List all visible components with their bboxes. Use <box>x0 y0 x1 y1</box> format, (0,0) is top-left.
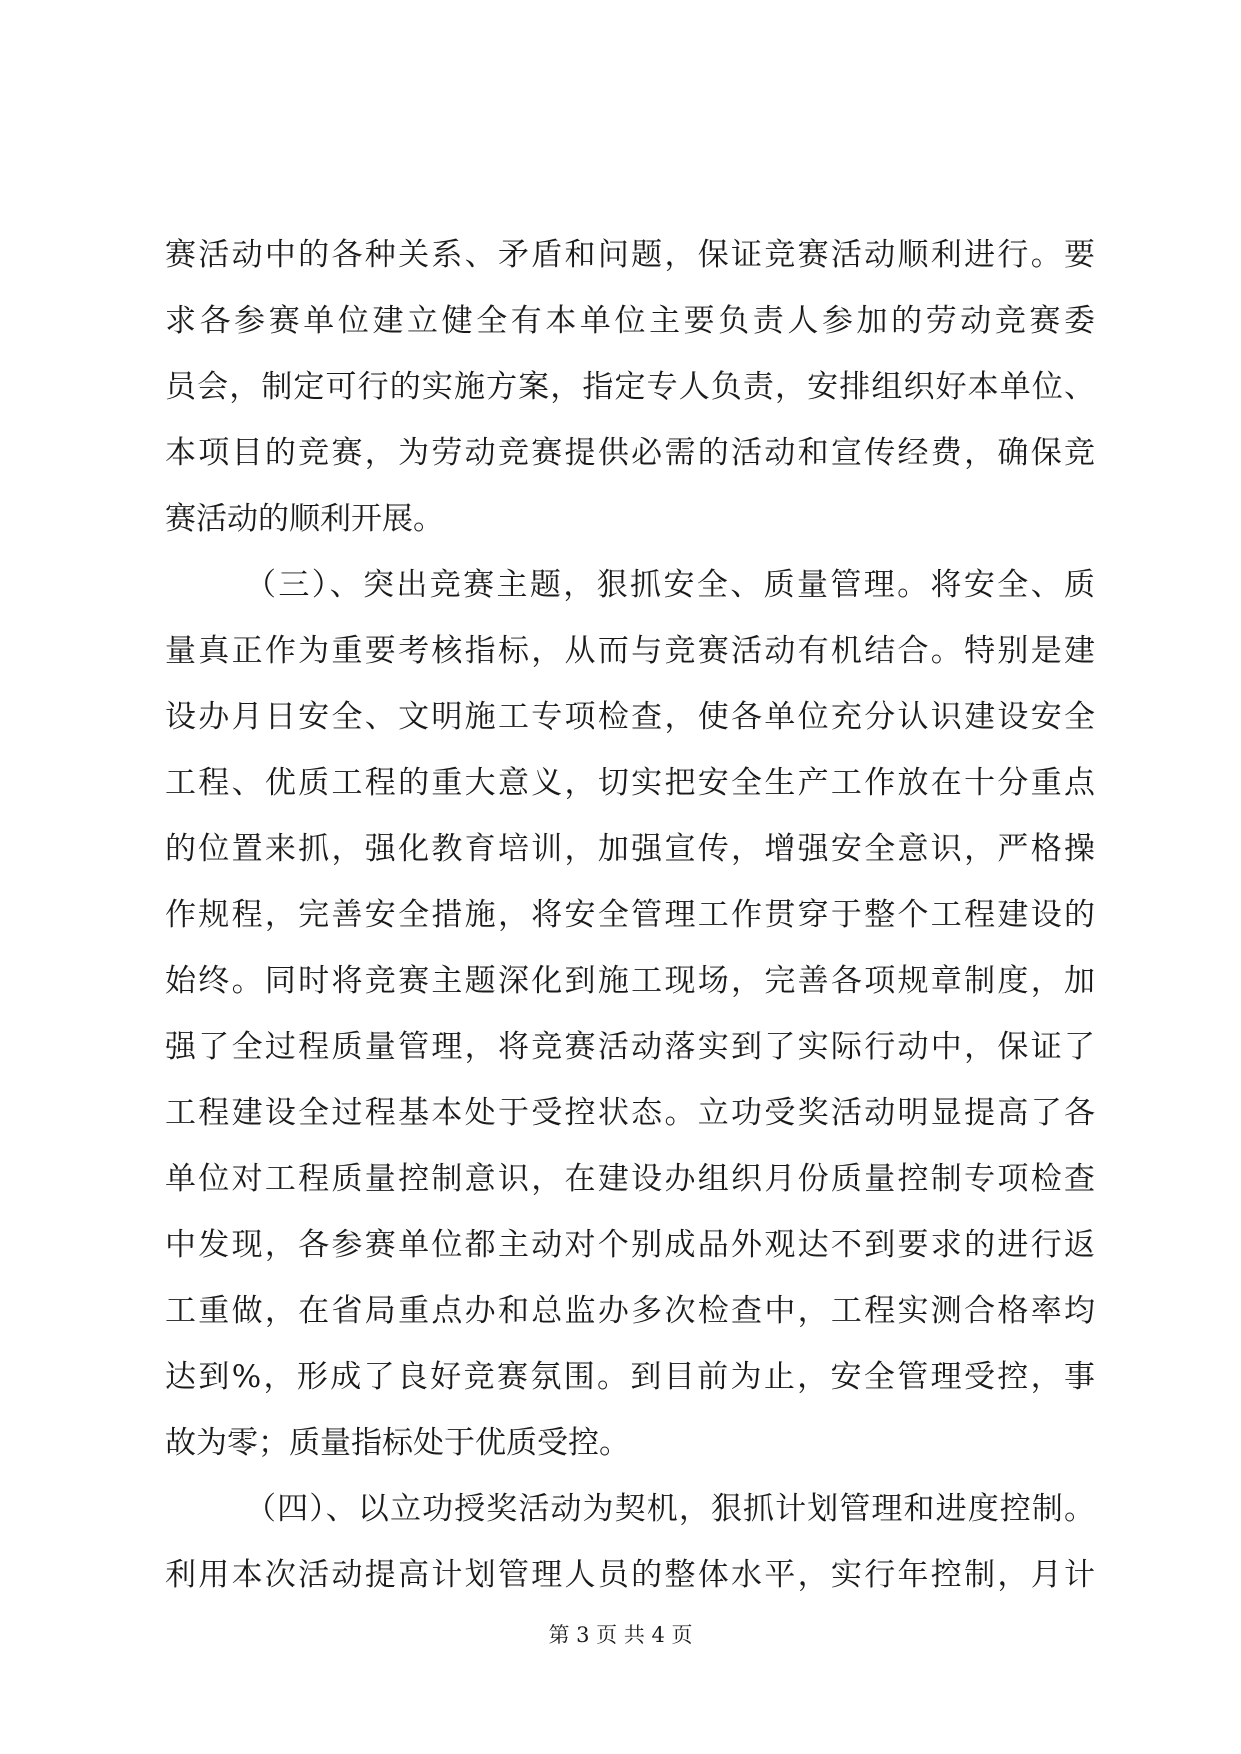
text-line: 设办月日安全、文明施工专项检查，使各单位充分认识建设安全 <box>165 699 1095 735</box>
text-line: 利用本次活动提高计划管理人员的整体水平，实行年控制，月计 <box>165 1557 1095 1593</box>
text-line: 强了全过程质量管理，将竞赛活动落实到了实际行动中，保证了 <box>165 1029 1095 1065</box>
text-line: 工重做，在省局重点办和总监办多次检查中，工程实测合格率均 <box>165 1293 1095 1329</box>
text-line: 达到%，形成了良好竞赛氛围。到目前为止，安全管理受控，事 <box>165 1359 1095 1395</box>
text-line: 工程、优质工程的重大意义，切实把安全生产工作放在十分重点 <box>165 765 1095 801</box>
text-line: 始终。同时将竞赛主题深化到施工现场，完善各项规章制度，加 <box>165 963 1095 999</box>
page-number-label: 第 3 页 共 4 页 <box>548 1623 693 1647</box>
text-line: 中发现，各参赛单位都主动对个别成品外观达不到要求的进行返 <box>165 1227 1095 1263</box>
body-text <box>165 222 1095 1608</box>
text-line: 工程建设全过程基本处于受控状态。立功受奖活动明显提高了各 <box>165 1095 1095 1131</box>
text-line: 单位对工程质量控制意识，在建设办组织月份质量控制专项检查 <box>165 1161 1095 1197</box>
text-line: 赛活动的顺利开展。 <box>165 501 444 537</box>
text-line: 赛活动中的各种关系、矛盾和问题，保证竞赛活动顺利进行。要 <box>165 237 1095 273</box>
text-line: 作规程，完善安全措施，将安全管理工作贯穿于整个工程建设的 <box>165 897 1095 933</box>
text-line: 求各参赛单位建立健全有本单位主要负责人参加的劳动竞赛委 <box>165 303 1095 339</box>
text-line: 故为零；质量指标处于优质受控。 <box>165 1425 630 1461</box>
page-footer <box>0 1620 1241 1650</box>
text-line: 的位置来抓，强化教育培训，加强宣传，增强安全意识，严格操 <box>165 831 1095 867</box>
paragraph-heading-3: （三）、突出竞赛主题，狠抓安全、质量管理。将安全、质 <box>245 567 1095 603</box>
paragraph-heading-4: （四）、以立功授奖活动为契机，狠抓计划管理和进度控制。 <box>245 1491 1095 1527</box>
text-line: 员会，制定可行的实施方案，指定专人负责，安排组织好本单位、 <box>165 369 1095 405</box>
text-line: 本项目的竞赛，为劳动竞赛提供必需的活动和宣传经费，确保竞 <box>165 435 1095 471</box>
text-line: 量真正作为重要考核指标，从而与竞赛活动有机结合。特别是建 <box>165 633 1095 669</box>
